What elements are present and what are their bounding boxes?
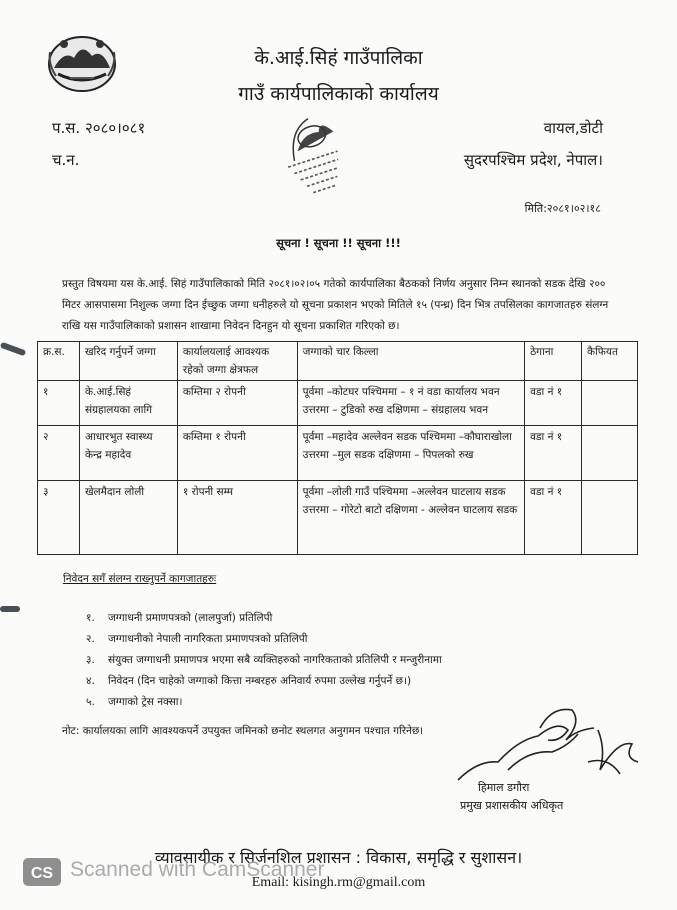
cell-purpose: के.आई.सिहं संग्रहालयका लागि	[79, 381, 177, 426]
cell-address: वडा नं १	[525, 481, 582, 555]
signatory-title: प्रमुख प्रशासकीय अधिकृत	[460, 799, 564, 812]
boundary-line: उत्तरमा – टुडिको रुख दक्षिणमा – संग्रहालय भवन	[302, 404, 489, 416]
footer-email: Email: kisingh.rm@gmail.com	[251, 875, 426, 890]
list-item: २. जग्गाधनीको नेपाली नागरिकता प्रमाणपत्रको प्रतिलिपी	[86, 633, 308, 645]
col-header-sn: क्र.स.	[38, 342, 80, 381]
col-header-land: खरिद गर्नुपर्ने जग्गा	[79, 342, 177, 381]
cell-boundary	[297, 426, 524, 481]
col-header-remarks: कैफियत	[582, 342, 638, 381]
documents-list	[86, 608, 442, 713]
list-item: १. जग्गाधनी प्रमाणपत्रको (लालपुर्जा) प्रतिलिपी	[86, 612, 273, 624]
boundary-line: उत्तरमा –मुल सडक दक्षिणमा – पिपलको रुख	[302, 449, 474, 461]
office-seal-icon	[270, 110, 362, 202]
table-row	[38, 381, 638, 426]
boundary-line: पूर्वमा –लोली गाउँ पश्चिममा –अल्लेवन घाटलाय सडक	[302, 486, 506, 498]
list-item: ४. निवेदन (दिन चाहेको जग्गाको कित्ता नम्बरहरु अनिवार्य रुपमा उल्लेख गर्नुपर्ने छ।)	[86, 675, 412, 687]
dispatch-number: च.न.	[52, 151, 80, 169]
office-name: गाउँ कार्यपालिकाको कार्यालय	[238, 83, 439, 105]
col-header-address: ठेगाना	[525, 342, 582, 381]
cell-address: वडा नं १	[525, 381, 582, 426]
cell-remarks	[582, 381, 638, 426]
boundary-line: उत्तरमा – गोरेटो बाटो दक्षिणमा - अल्लेवन घाटलाय सडक	[302, 504, 518, 516]
svg-text:CS: CS	[30, 865, 54, 882]
list-item: ५. जग्गाको ट्रेस नक्सा।	[86, 696, 183, 708]
office-location: वायल,डोटी	[543, 119, 603, 137]
cell-area: कम्तिमा २ रोपनी	[177, 381, 297, 426]
list-item: ३. संयुक्त जग्गाधनी प्रमाणपत्र भएमा सबै व्यक्तिहरुको नागरिकताको प्रतिलिपी र मन्जुरीनामा	[86, 654, 442, 666]
cell-boundary	[297, 381, 524, 426]
col-header-area: कार्यालयलाई आवश्यक रहेको जग्गा क्षेत्रफल	[177, 342, 297, 381]
land-requirement-table	[37, 341, 638, 555]
cell-sn: २	[38, 426, 80, 481]
cell-sn: ३	[38, 481, 80, 555]
note-text: नोट: कार्यालयका लागि आवश्यकपर्ने उपयुक्त जमिनको छनोट स्थलगत अनुगमन पश्चात गरिनेछ।	[62, 725, 424, 737]
office-province: सुदरपश्चिम प्रदेश, नेपाल।	[463, 151, 603, 169]
notice-date: मिति:२०८१।०२।१८	[524, 202, 601, 215]
reference-number: प.स. २०८०।०८१	[52, 119, 146, 137]
cell-area: कम्तिमा १ रोपनी	[177, 426, 297, 481]
table-header-row	[38, 342, 638, 381]
signatory-name: हिमाल डगौरा	[478, 781, 530, 794]
cell-sn: १	[38, 381, 80, 426]
scanner-watermark: Scanned with CamScanner	[70, 858, 325, 881]
boundary-line: पूर्वमा –महादेव अल्लेवन सडक पश्चिममा –कौघाराखोला	[302, 431, 512, 443]
municipality-name: के.आई.सिहं गाउँपालिका	[254, 47, 423, 69]
table-row	[38, 481, 638, 555]
cell-remarks	[582, 426, 638, 481]
footer-motto: व्यावसायीक र सिर्जनशिल प्रशासन : विकास, समृद्धि र सुशासन।	[154, 848, 523, 867]
camscanner-logo-icon	[22, 857, 62, 887]
cell-boundary	[297, 481, 524, 555]
punch-hole-mark	[0, 342, 26, 357]
punch-hole-mark	[0, 606, 20, 612]
notice-body: प्रस्तुत विषयमा यस के.आई. सिहं गाउँपालिकाको मिति २०८१।०२।०५ गतेको कार्यपालिका बैठकको निर्णय अनुसार निम्न स्थानको सडक देखि २०० मिटर आसपासमा निशुल्क जग्गा दिन ईच्छुक जग्गा धनीहरुले यो सूचना प्रकाशन भएको मितिले १५ (पन्ध्र) दिन भित्र तपसिलका कागजातहरु संलग्न राखि यस गाउँपालिकाको प्रशासन शाखामा निवेदन दिनहुन यो सूचना प्रकाशित गरिएको छ।	[62, 278, 609, 332]
cell-address: वडा नं १	[525, 426, 582, 481]
table-row	[38, 426, 638, 481]
cell-remarks	[582, 481, 638, 555]
notice-heading: सूचना ! सूचना !! सूचना !!!	[276, 236, 401, 250]
cell-purpose: खेलमैदान लोली	[79, 481, 177, 555]
cell-area: १ रोपनी सम्म	[177, 481, 297, 555]
cell-purpose: आधारभुत स्वास्थ्य केन्द्र महादेव	[79, 426, 177, 481]
documents-heading: निवेदन सगँ संलग्न राख्नुपर्ने कागजातहरुः	[63, 573, 217, 585]
col-header-boundary: जग्गाको चार किल्ला	[297, 342, 524, 381]
boundary-line: पूर्वमा –कोटघर पश्चिममा – १ नं वडा कार्यालय भवन	[302, 386, 500, 398]
